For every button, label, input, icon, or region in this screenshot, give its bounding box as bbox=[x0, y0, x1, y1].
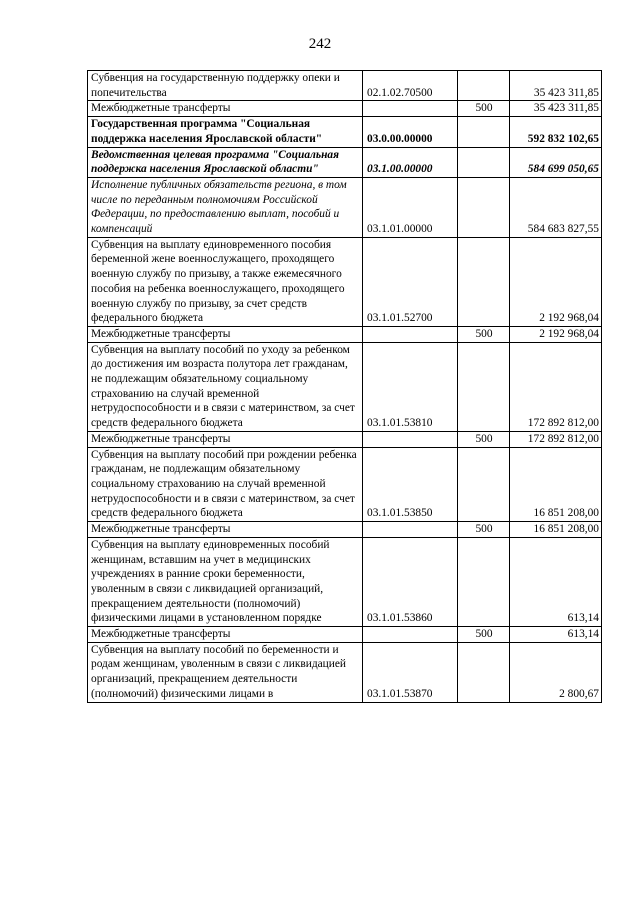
row-name: Субвенция на выплату единовременного пособия беременной жене военнослужащего, проходящего военную службу по призыву, а также ежемесячного пособия на ребенка военнослужащего, проходящего военную службу по призыву, за счет средств федерального бюджета bbox=[88, 237, 363, 326]
row-name: Межбюджетные трансферты bbox=[88, 431, 363, 447]
table-row bbox=[88, 431, 602, 447]
row-type: 500 bbox=[458, 101, 510, 117]
row-code: 03.1.01.52700 bbox=[363, 237, 458, 326]
row-code: 03.1.01.53850 bbox=[363, 447, 458, 522]
table-row bbox=[88, 147, 602, 177]
table-row bbox=[88, 177, 602, 237]
row-sum: 2 192 968,04 bbox=[510, 237, 602, 326]
page-number: 242 bbox=[308, 36, 332, 52]
table-row bbox=[88, 237, 602, 326]
row-type bbox=[458, 642, 510, 702]
row-code: 03.1.01.53870 bbox=[363, 642, 458, 702]
row-sum: 35 423 311,85 bbox=[510, 71, 602, 101]
row-code bbox=[363, 101, 458, 117]
row-name: Межбюджетные трансферты bbox=[88, 101, 363, 117]
row-name: Субвенция на выплату пособий при рождении ребенка гражданам, не подлежащим обязательному социальному страхованию на случай временной нетрудоспособности и в связи с материнством, за счет средств федерального бюджета bbox=[88, 447, 363, 522]
row-type: 500 bbox=[458, 522, 510, 538]
row-name: Межбюджетные трансферты bbox=[88, 326, 363, 342]
row-name: Субвенция на выплату единовременных пособий женщинам, вставшим на учет в медицинских учреждениях в ранние сроки беременности, уволенным в связи с ликвидацией организаций, прекращением деятельности (полномочий) физическими лицами в установленном порядке bbox=[88, 537, 363, 626]
row-type bbox=[458, 447, 510, 522]
row-sum: 172 892 812,00 bbox=[510, 342, 602, 431]
table-row bbox=[88, 342, 602, 431]
row-type: 500 bbox=[458, 627, 510, 643]
row-code bbox=[363, 627, 458, 643]
table-row bbox=[88, 522, 602, 538]
row-type bbox=[458, 147, 510, 177]
row-sum: 584 699 050,65 bbox=[510, 147, 602, 177]
row-name: Межбюджетные трансферты bbox=[88, 627, 363, 643]
row-name: Субвенция на государственную поддержку опеки и попечительства bbox=[88, 71, 363, 101]
row-sum: 613,14 bbox=[510, 537, 602, 626]
row-code: 03.1.01.53860 bbox=[363, 537, 458, 626]
row-code: 03.1.01.00000 bbox=[363, 177, 458, 237]
row-sum: 592 832 102,65 bbox=[510, 117, 602, 147]
row-code bbox=[363, 522, 458, 538]
row-code: 03.0.00.00000 bbox=[363, 117, 458, 147]
table-row bbox=[88, 627, 602, 643]
row-code: 03.1.00.00000 bbox=[363, 147, 458, 177]
row-name: Исполнение публичных обязательств региона, в том числе по переданным полномочиям Российской Федерации, по предоставлению выплат, пособий и компенсаций bbox=[88, 177, 363, 237]
row-sum: 172 892 812,00 bbox=[510, 431, 602, 447]
row-sum: 16 851 208,00 bbox=[510, 522, 602, 538]
row-type bbox=[458, 237, 510, 326]
row-code: 03.1.01.53810 bbox=[363, 342, 458, 431]
row-name: Межбюджетные трансферты bbox=[88, 522, 363, 538]
row-type bbox=[458, 177, 510, 237]
row-type: 500 bbox=[458, 326, 510, 342]
row-type bbox=[458, 342, 510, 431]
row-sum: 2 800,67 bbox=[510, 642, 602, 702]
row-code bbox=[363, 431, 458, 447]
row-sum: 584 683 827,55 bbox=[510, 177, 602, 237]
row-sum: 2 192 968,04 bbox=[510, 326, 602, 342]
row-sum: 16 851 208,00 bbox=[510, 447, 602, 522]
table-row bbox=[88, 117, 602, 147]
table-row bbox=[88, 642, 602, 702]
table-row bbox=[88, 537, 602, 626]
row-name: Государственная программа "Социальная поддержка населения Ярославской области" bbox=[88, 117, 363, 147]
row-sum: 613,14 bbox=[510, 627, 602, 643]
row-type bbox=[458, 537, 510, 626]
budget-table bbox=[87, 70, 602, 703]
row-name: Субвенция на выплату пособий по беременности и родам женщинам, уволенным в связи с ликвидацией организаций, прекращением деятельности (полномочий) физическими лицами в bbox=[88, 642, 363, 702]
row-type: 500 bbox=[458, 431, 510, 447]
row-code bbox=[363, 326, 458, 342]
table-row bbox=[88, 71, 602, 101]
row-type bbox=[458, 71, 510, 101]
table-row bbox=[88, 326, 602, 342]
row-sum: 35 423 311,85 bbox=[510, 101, 602, 117]
row-code: 02.1.02.70500 bbox=[363, 71, 458, 101]
row-type bbox=[458, 117, 510, 147]
row-name: Ведомственная целевая программа "Социальная поддержка населения Ярославской области" bbox=[88, 147, 363, 177]
table-row bbox=[88, 101, 602, 117]
row-name: Субвенция на выплату пособий по уходу за ребенком до достижения им возраста полутора лет гражданам, не подлежащим обязательному социальному страхованию на случай временной нетрудоспособности и в связи с материнством, за счет средств федерального бюджета bbox=[88, 342, 363, 431]
table-row bbox=[88, 447, 602, 522]
